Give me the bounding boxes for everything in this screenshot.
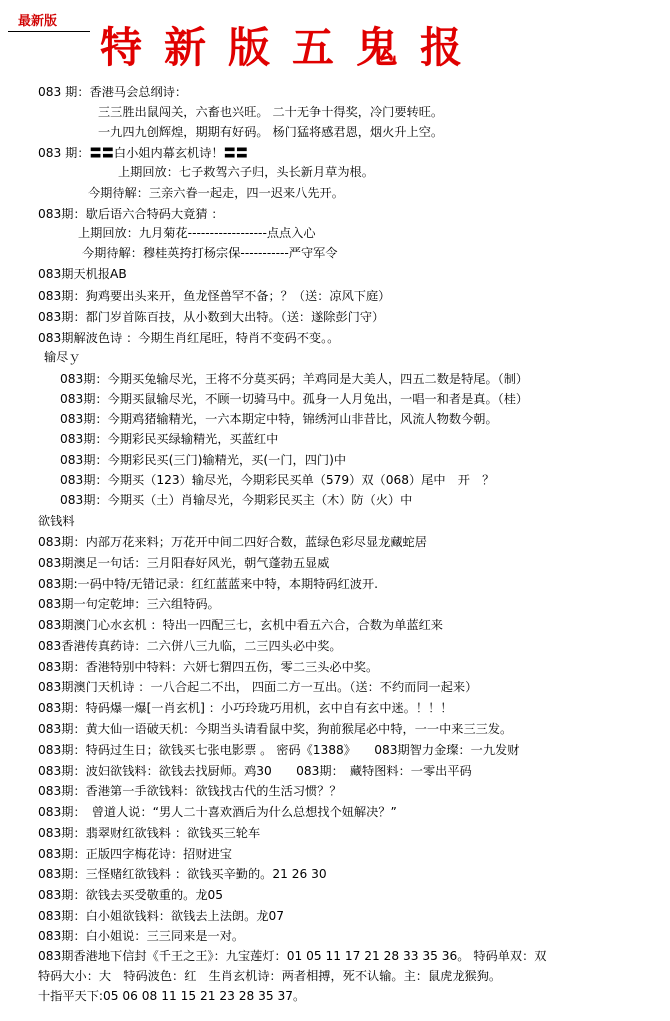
text-line: 083 期：〓〓白小姐内幕玄机诗！〓〓	[38, 146, 248, 160]
text-line: 十指平天下:05 06 08 11 15 21 23 28 35 37。	[38, 989, 306, 1003]
text-line: 083期：歇后语六合特码大竟猜 ：	[38, 207, 224, 221]
edition-tag: 最新版	[18, 14, 58, 29]
text-line: 083期：今期买（123）输尽光，今期彩民买单（579）双（068）尾中 开 ？	[60, 473, 495, 487]
text-line: 上期回放：七子救驾六子归，头长新月草为根。	[118, 165, 374, 179]
text-line: 083期:一码中特/无错记录：红红蓝蓝来中特，本期特码红波开.	[38, 577, 379, 591]
text-line: 083期：今期彩民买(三门)输精光，买(一门，四门)中	[60, 453, 347, 467]
text-line: 输尽ｙ	[44, 350, 81, 364]
text-line: 083期：欲钱去买受敬重的。龙05	[38, 888, 224, 902]
text-line: 083期：香港特别中特料：六妍七猬四五伤，零二三头必中奖。	[38, 660, 379, 674]
page-title: 特新版五鬼报	[100, 23, 485, 72]
text-line: 三三胜出鼠闯关，六畜也兴旺。 二十无争十得奖，冷门要转旺。	[98, 105, 444, 119]
text-line: 083期澳门心水玄机 ：特出一四配三七，玄机中看五六合，合数为单蓝红来	[38, 618, 443, 632]
text-line: 083期：都门岁首陈百技，从小数到大出特。（送：遂除彭门守）	[38, 310, 385, 324]
text-line: 特码大小：大 特码波色：红 生肖玄机诗：两者相搏，死不认输。主：鼠虎龙猴狗。	[38, 969, 502, 983]
text-line: 083期：内部万花来料；万花开中间二四好合数，蓝绿色彩尽显龙藏蛇居	[38, 535, 427, 549]
text-line: 083期：波妇欲钱料：欲钱去找厨师。鸡30 083期： 藏特图料：一零出平码	[38, 764, 472, 778]
text-line: 083 期：香港马会总纲诗：	[38, 85, 188, 99]
text-line: 083期：今期买（土）肖输尽光，今期彩民买主（木）防（火）中	[60, 493, 413, 507]
text-line: 083期澳门天机诗 ：一八合起二不出， 四面二方一互出。（送：不约而同一起来）	[38, 680, 478, 694]
tag-underline	[8, 31, 90, 32]
text-line: 083期：今期鸡猪输精光，一六本期定中特，锦绣河山非昔比，风流人物数今朝。	[60, 412, 498, 426]
text-line: 083期：狗鸡要出头来开，鱼龙怪兽罕不备；？（送：凉风下庭）	[38, 289, 391, 303]
text-line: 083期澳足一句话：三月阳春好风光，朝气蓬勃五显威	[38, 556, 330, 570]
text-line: 083期一句定乾坤：三六组特码。	[38, 597, 220, 611]
text-line: 欲钱料	[38, 514, 75, 528]
text-line: 083期：香港第一手欲钱料：欲钱找古代的生活习惯？？	[38, 784, 342, 798]
text-line: 083期：翡翠财红欲钱料 ：欲钱买三轮车	[38, 826, 261, 840]
text-line: 083期：正版四字梅花诗：招财进宝	[38, 847, 232, 861]
text-line: 083期：今期彩民买绿输精光，买蓝红中	[60, 432, 279, 446]
text-line: 083期： 曾道人说：“男人二十喜欢酒后为什么总想找个妞解决？”	[38, 805, 397, 819]
text-line: 083期：特码过生日；欲钱买七张电影票 。 密码《1388》 083期智力金璨：一九发财	[38, 743, 520, 757]
text-line: 083期香港地下信封《千王之王》：九宝莲灯：01 05 11 17 21 28 33 35 36。 特码单双：双	[38, 949, 547, 963]
text-line: 083期：黄大仙一语破天机：今期当头请看鼠中奖，狗前猴尾必中特，一一中来三三发。	[38, 722, 513, 736]
text-line: 083期：白小姐说：三三同来是一对。	[38, 929, 245, 943]
text-line: 083期：三怪赌红欲钱料 ：欲钱买辛勤的。21 26 30	[38, 867, 327, 881]
text-line: 083期：今期买鼠输尽光，不顾一切骑马中。孤身一人月兔出，一唱一和者是真。（桂）	[60, 392, 529, 406]
text-line: 上期回放：九月菊花------------------点点入心	[78, 226, 316, 240]
text-line: 083期解波色诗 ：今期生肖红尾旺，特肖不变码不变。。	[38, 331, 340, 345]
text-line: 今期待解：穆桂英挎打杨宗保-----------严守军令	[82, 246, 338, 260]
text-line: 083期：白小姐欲钱料：欲钱去上法朗。龙07	[38, 909, 284, 923]
text-line: 083期：特码爆一爆[一肖玄机] ：小巧玲珑巧用机，玄中自有玄中迷。！！！	[38, 701, 453, 715]
text-line: 今期待解：三亲六眷一起走，四一迟来八先开。	[88, 186, 344, 200]
text-line: 083期天机报AB	[38, 267, 127, 281]
text-line: 083期：今期买兔输尽光，王将不分莫买码；羊鸡同是大美人，四五二数是特尾。（制）	[60, 372, 529, 386]
text-line: 083香港传真药诗：二六併八三九临，二三四头必中奖。	[38, 639, 342, 653]
text-line: 一九四九创辉煌，期期有好码。 杨门猛将感君恩，烟火升上空。	[98, 125, 444, 139]
